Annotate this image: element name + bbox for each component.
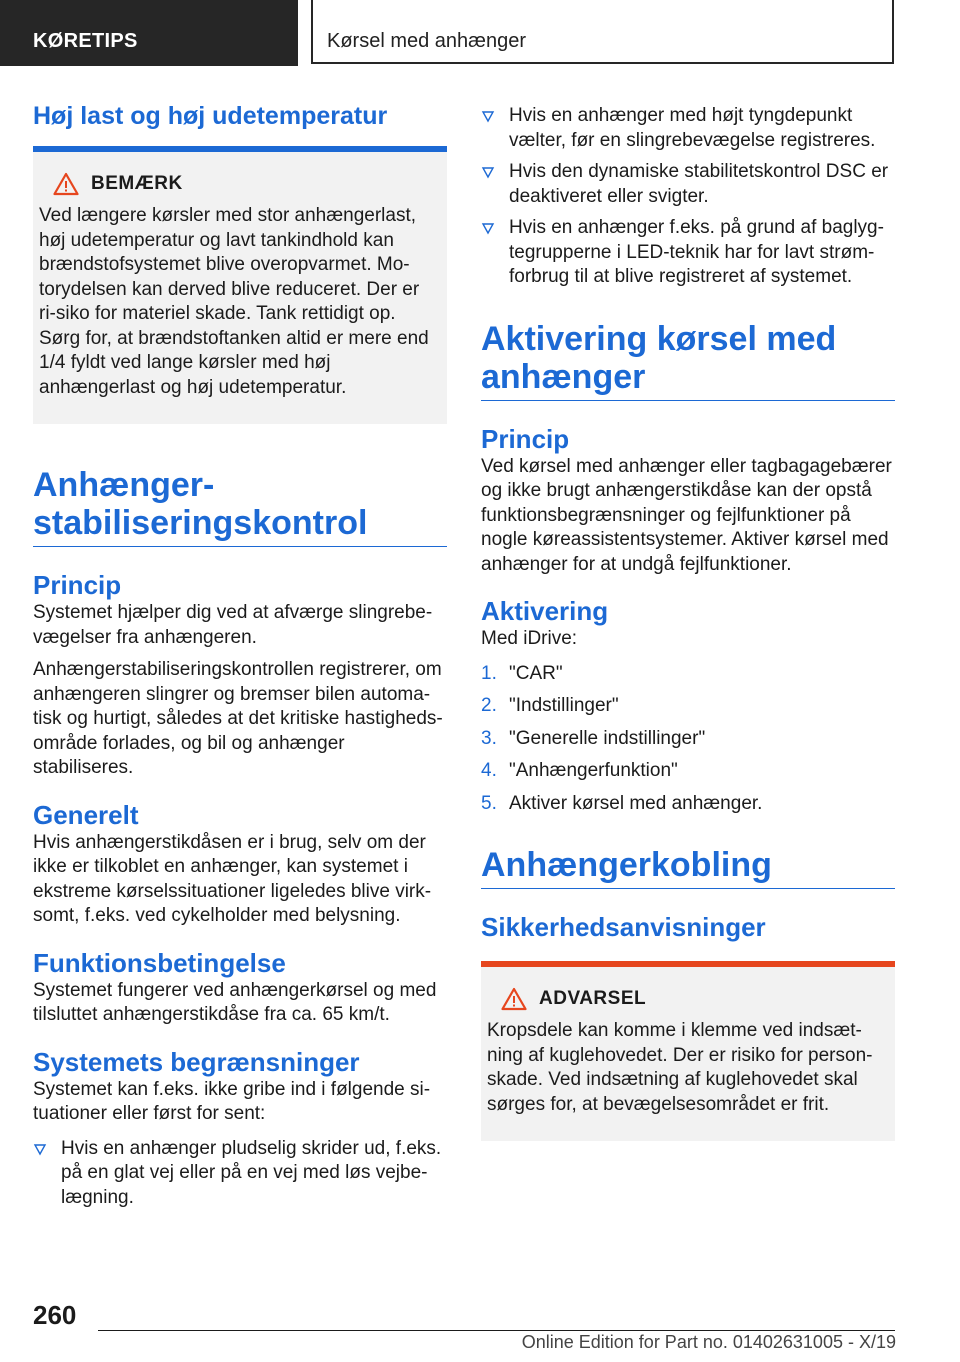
step-number: 3. — [481, 727, 497, 749]
limits-list-right — [481, 104, 895, 290]
activation-steps — [481, 662, 895, 817]
heading-trailer-hitch: Anhængerkobling — [481, 846, 895, 889]
principle-paragraph-2: Anhængerstabiliseringskontrollen registrerer, om anhængeren slingrer og bremser bilen automa-tisk og hurtigt, således at det kritiske hastigheds-område forlades, og bil og anhænger stabiliseres. — [33, 659, 443, 778]
step-text: "CAR" — [509, 662, 563, 684]
right-column — [481, 100, 895, 1141]
step-text: "Generelle indstillinger" — [509, 727, 706, 749]
bullet-triangle-icon — [481, 109, 495, 123]
heading-high-load: Høj last og høj udetemperatur — [33, 102, 388, 130]
limits-paragraph: Systemet kan f.eks. ikke gribe ind i følgende si-tuationer eller først for sent: — [33, 1078, 431, 1124]
step-number: 4. — [481, 760, 497, 781]
chapter-title: Kørsel med anhænger — [327, 30, 526, 52]
warning-triangle-icon — [53, 172, 79, 196]
step-number: 5. — [481, 792, 497, 814]
notice-text: Ved længere kørsler med stor anhængerlast, høj udetemperatur og lavt tankindhold kan brændstofsystemet blive overopvarmet. Mo-torydelsen kan derved blive reduceret. Der er ri-siko for materiel skade. Tank rettidigt op. Sørg for, at brændstoftanken altid er mere end 1/4 fyldt ved lange kørsler med høj anhængerlast og høj udetemperatur. — [39, 205, 429, 398]
list-item-text: Hvis den dynamiske stabilitetskontrol DSC er deaktiveret eller svigter. — [509, 161, 889, 207]
list-item-text: Hvis en anhænger f.eks. på grund af baglyg-tegrupperne i LED-teknik har for lavt strøm-forbrug til at blive registreret af systemet. — [509, 217, 884, 287]
notice-box — [33, 146, 447, 424]
heading-function-condition: Funktionsbetingelse — [33, 947, 286, 978]
heading-general: Generelt — [33, 799, 139, 830]
principle-paragraph-1: Systemet hjælper dig ved at afværge slingrebe-vægelser fra anhængeren. — [33, 602, 433, 648]
section-label: KØRETIPS — [33, 30, 138, 52]
step-item — [481, 792, 895, 817]
heading-stability-control: Anhænger-stabiliseringskontrol — [33, 466, 447, 547]
notice-title: BEMÆRK — [91, 173, 183, 194]
bullet-triangle-icon — [481, 165, 495, 179]
bullet-triangle-icon — [481, 221, 495, 235]
heading-system-limits: Systemets begrænsninger — [33, 1046, 360, 1077]
list-item — [33, 1137, 447, 1211]
list-item — [481, 160, 895, 209]
left-column — [33, 100, 447, 1217]
footer-divider — [98, 1330, 895, 1331]
heading-activation: Aktivering — [481, 596, 609, 626]
step-text: "Anhængerfunktion" — [509, 760, 678, 781]
warning-triangle-icon — [501, 987, 527, 1011]
heading-principle: Princip — [33, 570, 122, 600]
section-tab — [0, 0, 298, 66]
idrive-label: Med iDrive: — [481, 628, 578, 649]
list-item-text: Hvis en anhænger pludselig skrider ud, f.eks. på en glat vej eller på en vej med løs vejbe-lægning. — [61, 1137, 442, 1208]
heading-safety-notes: Sikkerhedsanvisninger — [481, 912, 766, 942]
edition-text: Online Edition for Part no. 01402631005 - X/19 — [521, 1332, 896, 1352]
principle-paragraph-right: Ved kørsel med anhænger eller tagbagagebærer og ikke brugt anhængerstikdåse kan der opstå funktionsbegrænsninger og fejlfunktioner på nogle køreassistentsystemer. Aktiver kørsel med anhænger for at undgå fejlfunktioner. — [481, 455, 892, 575]
page-header — [0, 0, 960, 66]
list-item — [481, 216, 895, 290]
warning-box — [481, 961, 895, 1141]
warning-title: ADVARSEL — [539, 988, 647, 1009]
step-item — [481, 662, 895, 687]
step-text: Aktiver kørsel med anhænger. — [509, 792, 763, 814]
step-item — [481, 759, 895, 784]
warning-text: Kropsdele kan komme i klemme ved indsæt-ning af kuglehovedet. Der er risiko for person-skade. Ved indsætning af kuglehovedet skal sørges for, at bevægelsesområdet er frit. — [487, 1020, 873, 1115]
list-item — [481, 104, 895, 153]
step-item — [481, 694, 895, 719]
step-item — [481, 727, 895, 752]
condition-paragraph: Systemet fungerer ved anhængerkørsel og med tilsluttet anhængerstikdåse fra ca. 65 km/t. — [33, 979, 437, 1025]
list-item-text: Hvis en anhænger med højt tyngdepunkt vælter, før en slingrebevægelse registreres. — [509, 105, 876, 151]
general-paragraph: Hvis anhængerstikdåsen er i brug, selv om der ikke er tilkoblet en anhænger, kan systemet i ekstreme kørselssituationer ligeledes blive virk-somt, f.eks. ved cykelholder med belysning. — [33, 831, 432, 926]
warning-header — [531, 987, 887, 1011]
page-number: 260 — [33, 1300, 77, 1330]
notice-header — [83, 172, 439, 196]
step-text: "Indstillinger" — [509, 695, 619, 716]
step-number: 1. — [481, 662, 497, 684]
bullet-triangle-icon — [33, 1142, 47, 1156]
limits-list-left — [33, 1137, 447, 1211]
heading-activate-trailer-mode: Aktivering kørsel med anhænger — [481, 320, 895, 401]
heading-principle-right: Princip — [481, 423, 570, 454]
step-number: 2. — [481, 695, 497, 716]
chapter-tab — [311, 0, 894, 64]
